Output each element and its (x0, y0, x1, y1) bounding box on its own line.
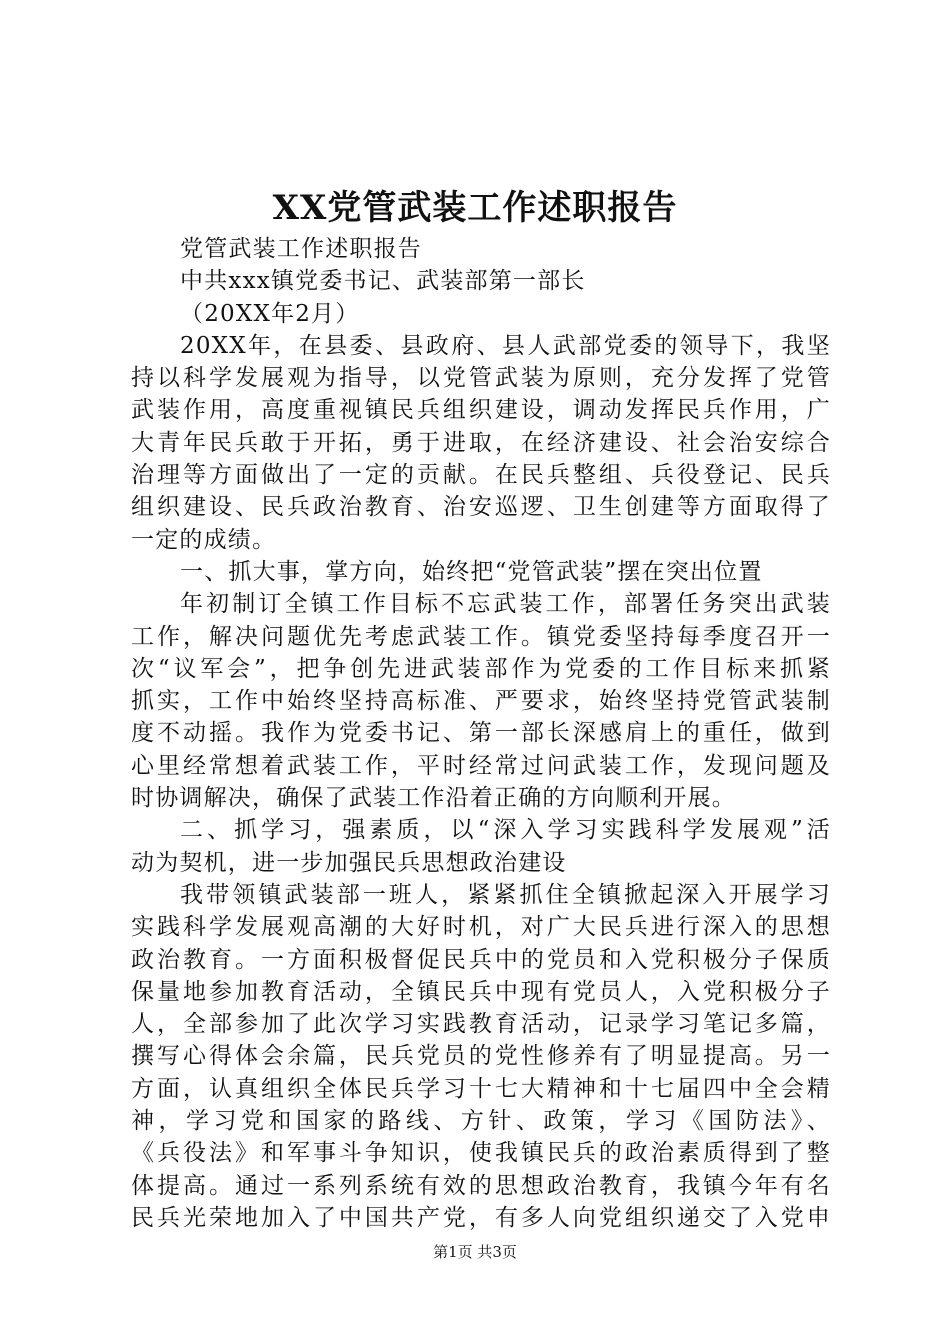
body-line: 组织建设、民兵政治教育、治安巡逻、卫生创建等方面取得了 (131, 494, 831, 521)
body-line: 撰写心得体会余篇，民兵党员的党性修养有了明显提高。另一 (131, 1043, 831, 1070)
body-line: 持以科学发展观为指导，以党管武装为原则，充分发挥了党管 (131, 365, 831, 392)
body-line: 一、抓大事，掌方向，始终把“党管武装”摆在突出位置 (180, 558, 763, 585)
body-line: 大青年民兵敢于开拓，勇于进取，在经济建设、社会治安综合 (131, 429, 831, 456)
body-line: 抓实，工作中始终坚持高标准、严要求，始终坚持党管武装制 (131, 688, 831, 715)
document-title: XX党管武装工作述职报告 (272, 188, 678, 228)
body-line: 年初制订全镇工作目标不忘武装工作，部署任务突出武装 (180, 591, 831, 618)
body-line: 体提高。通过一系列系统有效的思想政治教育，我镇今年有名 (131, 1172, 831, 1199)
body-line: 度不动摇。我作为党委书记、第一部长深感肩上的重任，做到 (131, 720, 831, 747)
body-line: 武装作用，高度重视镇民兵组织建设，调动发挥民兵作用，广 (131, 397, 831, 424)
body-line: 我带领镇武装部一班人，紧紧抓住全镇掀起深入开展学习 (180, 881, 831, 908)
body-line: 方面，认真组织全体民兵学习十七大精神和十七届四中全会精 (131, 1075, 831, 1102)
body-line: 治理等方面做出了一定的贡献。在民兵整组、兵役登记、民兵 (131, 462, 831, 489)
body-line: 保量地参加教育活动，全镇民兵中现有党员人，入党积极分子 (131, 978, 831, 1005)
body-line: 实践科学发展观高潮的大好时机，对广大民兵进行深入的思想 (131, 914, 831, 941)
body-line: 神，学习党和国家的路线、方针、政策，学习《国防法》、 (131, 1108, 831, 1135)
body-line: 时协调解决，确保了武装工作沿着正确的方向顺利开展。 (131, 785, 736, 812)
body-line: （20XX年2月） (180, 300, 360, 327)
body-line: 中共xxx镇党委书记、武装部第一部长 (180, 268, 586, 295)
body-line: 20XX年，在县委、县政府、县人武部党委的领导下，我坚 (180, 332, 831, 359)
body-line: 二、抓学习，强素质，以“深入学习实践科学发展观”活 (180, 817, 831, 844)
body-line: 次“议军会”，把争创先进武装部作为党委的工作目标来抓紧 (131, 655, 831, 682)
document-body (131, 233, 831, 1234)
body-line: 心里经常想着武装工作，平时经常过问武装工作，发现问题及 (131, 752, 831, 779)
body-line: 人，全部参加了此次学习实践教育活动，记录学习笔记多篇， (131, 1011, 831, 1038)
body-line: 一定的成绩。 (131, 526, 277, 553)
body-line: 工作，解决问题优先考虑武装工作。镇党委坚持每季度召开一 (131, 623, 831, 650)
body-line: 《兵役法》和军事斗争知识，使我镇民兵的政治素质得到了整 (131, 1140, 831, 1167)
body-line: 动为契机，进一步加强民兵思想政治建设 (131, 849, 567, 876)
body-line: 党管武装工作述职报告 (180, 236, 422, 262)
body-line: 政治教育。一方面积极督促民兵中的党员和入党积极分子保质 (131, 946, 831, 973)
page-footer: 第1页 共3页 (433, 1243, 517, 1261)
body-line: 民兵光荣地加入了中国共产党，有多人向党组织递交了入党申 (131, 1204, 831, 1231)
